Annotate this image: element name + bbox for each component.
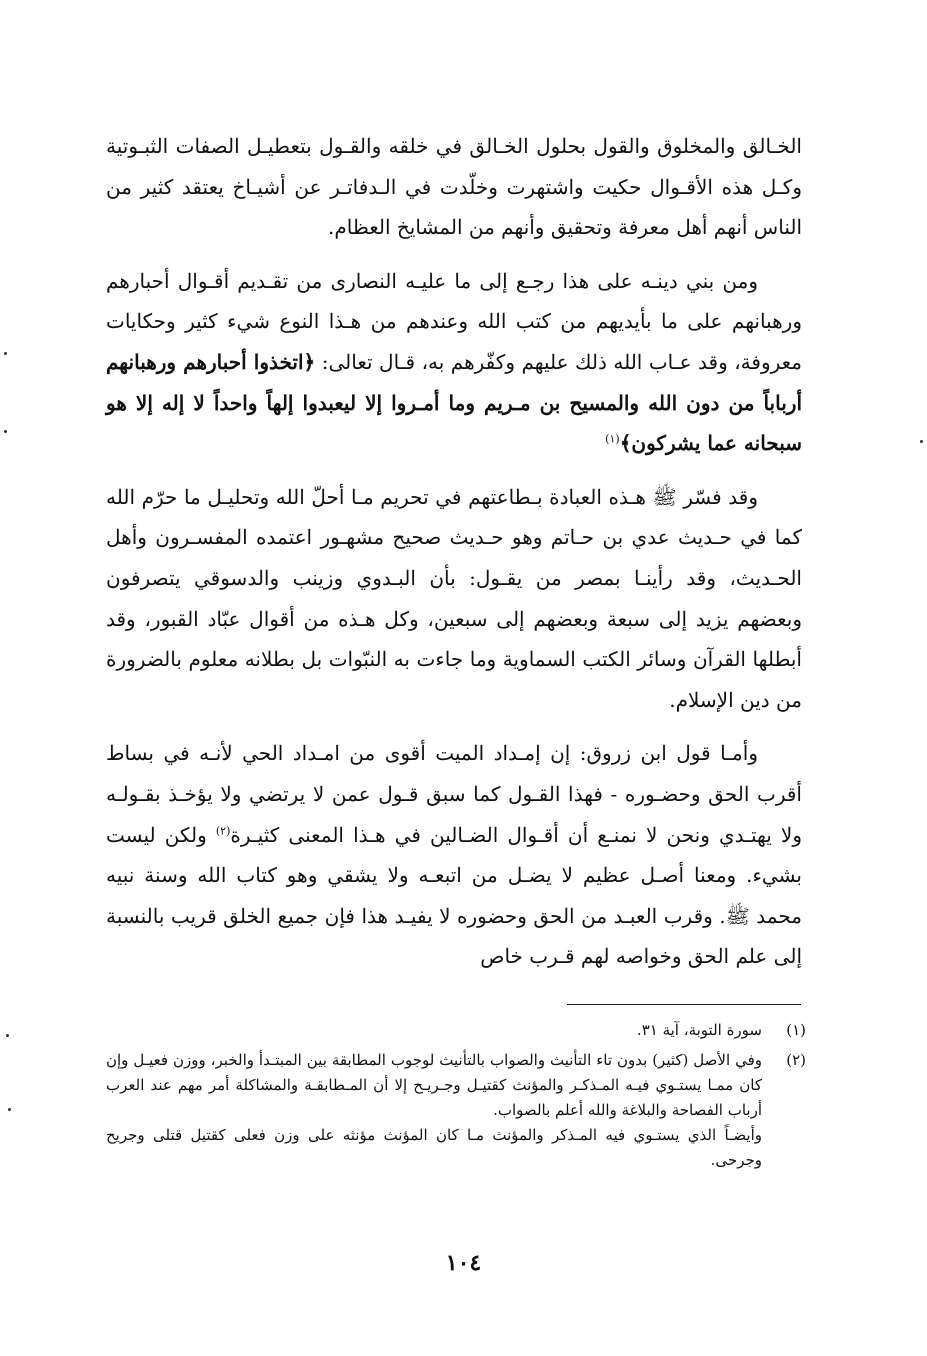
paragraph-1-text: الخـالق والمخلوق والقول بحلول الخـالق في خلقه والقـول بتعطيـل الصفات الثبـوتية وكـل هذه الأقـوال حكيت واشتهرت وخلّدت في الـدفاتـر عن أشيـاخ يعتقد كثير من الناس أنهم أهل معرفة وتحقيق وأنهم من المشايخ العظام. xyxy=(106,134,802,240)
paragraph-3-text: وقد فسّر ﷺ هـذه العبادة بـطاعتهم في تحريم مـا أحلّ الله وتحليـل ما حرّم الله كما في حـديث عدي بن حـاتم وهو حـديث صحيح مشهـور اعتمده المفسـرون وأهل الحـديث، وقد رأينـا بمصر من يقـول: بأن البـدوي وزينب والدسوقي يتصرفون وبعضهم يزيد إلى سبعة وبعضهم إلى سبعين، وكل هـذه من أقوال عبّاد القبور، وقد أبطلها القرآن وسائر الكتب السماوية وما جاءت به النبّوات بل بطلانه معلوم بالضرورة من دين الإسلام. xyxy=(106,484,802,712)
footnotes-section xyxy=(106,1018,806,1178)
page-number: ١٠٤ xyxy=(445,1250,482,1276)
main-text-body xyxy=(106,126,802,977)
footnote-ref-2[interactable]: (٢) xyxy=(215,823,231,837)
footnote-2-line-2: وأيضـاً الذي يستـوي فيه المـذكر والمؤنث مـا كان المؤنث مؤنثه على وزن فعلى كقتيل قتلى وجريح وجرحى. xyxy=(106,1126,762,1169)
scan-speck xyxy=(4,352,7,355)
footnote-1-number: (١) xyxy=(786,1021,806,1039)
paragraph-4-text-b: ولكن ليست بشيء. ومعنا أصـل عظيم لا يضـل من اتبعـه ولا يشقي وهو كتاب الله وسنة نبيه محمد ﷺ. وقرب العبـد من الحق وحضوره لا يفيـد هذا فإن جميع الخلق قريب بالنسبة إلى علم الحق وخواصه لهم قـرب خاص xyxy=(106,822,802,969)
paragraph-4 xyxy=(106,733,802,977)
scan-speck xyxy=(6,1034,9,1037)
footnote-2 xyxy=(106,1048,806,1173)
scan-speck xyxy=(920,440,923,443)
footnote-2-body xyxy=(106,1048,762,1173)
paragraph-4-text-a: وأمـا قول ابن زروق: إن إمـداد الميت أقوى من امـداد الحي لأنـه في بساط أقرب الحق وحضـوره - فهذا القـول كما سبق قـول عمن لا يرتضي ولا يؤخـذ بقـولـه ولا يهتـدي ونحن لا نمنـع أن أقـوال الضـالين في هـذا المعنى كثيـرة xyxy=(106,741,802,847)
footnote-divider xyxy=(567,1004,801,1005)
footnote-1 xyxy=(106,1018,806,1043)
scan-speck xyxy=(8,1108,11,1111)
footnote-2-number: (٢) xyxy=(786,1051,806,1069)
footnote-1-body xyxy=(106,1018,762,1043)
paragraph-2-intro: ومن بني دينـه على هذا رجـع إلى ما عليـه النصارى من تقـديم أقـوال أحبارهم ورهبانهم على ما بأيديهم من كتب الله وعندهم من هـذا النوع شيء كثير وحكايات معروفة، وقد عـاب الله ذلك عليهم وكفّرهم به، قـال تعالى: xyxy=(106,268,803,374)
paragraph-2 xyxy=(106,261,802,464)
paragraph-1 xyxy=(106,126,802,248)
footnote-1-line-1: سورة التوبة، آية ٣١. xyxy=(636,1021,762,1039)
footnote-2-line-1: وفي الأصل (كثير) بدون تاء التأنيث والصواب بالتأنيث لوجوب المطابقة بين المبتـدأ والخبر، ووزن فعيـل وإن كان ممـا يستـوي فيـه المـذكـر والمؤنث كقتيـل وجـريـح إلا أن المـطابقـة والمشاكلة أمر مهم عند العرب أرباب الفصاحة والبلاغة والله أعلم بالصواب. xyxy=(106,1051,762,1119)
quran-verse: ﴿اتخذوا أحبارهم ورهبانهم أرباباً من دون الله والمسيح بن مـريم وما أمـروا إلا ليعبدوا إلهاً واحداً لا إله إلا هو سبحانه عما يشركون﴾ xyxy=(106,349,802,456)
paragraph-3 xyxy=(106,477,802,721)
footnote-ref-1[interactable]: (١) xyxy=(605,432,620,446)
scan-speck xyxy=(4,430,7,433)
